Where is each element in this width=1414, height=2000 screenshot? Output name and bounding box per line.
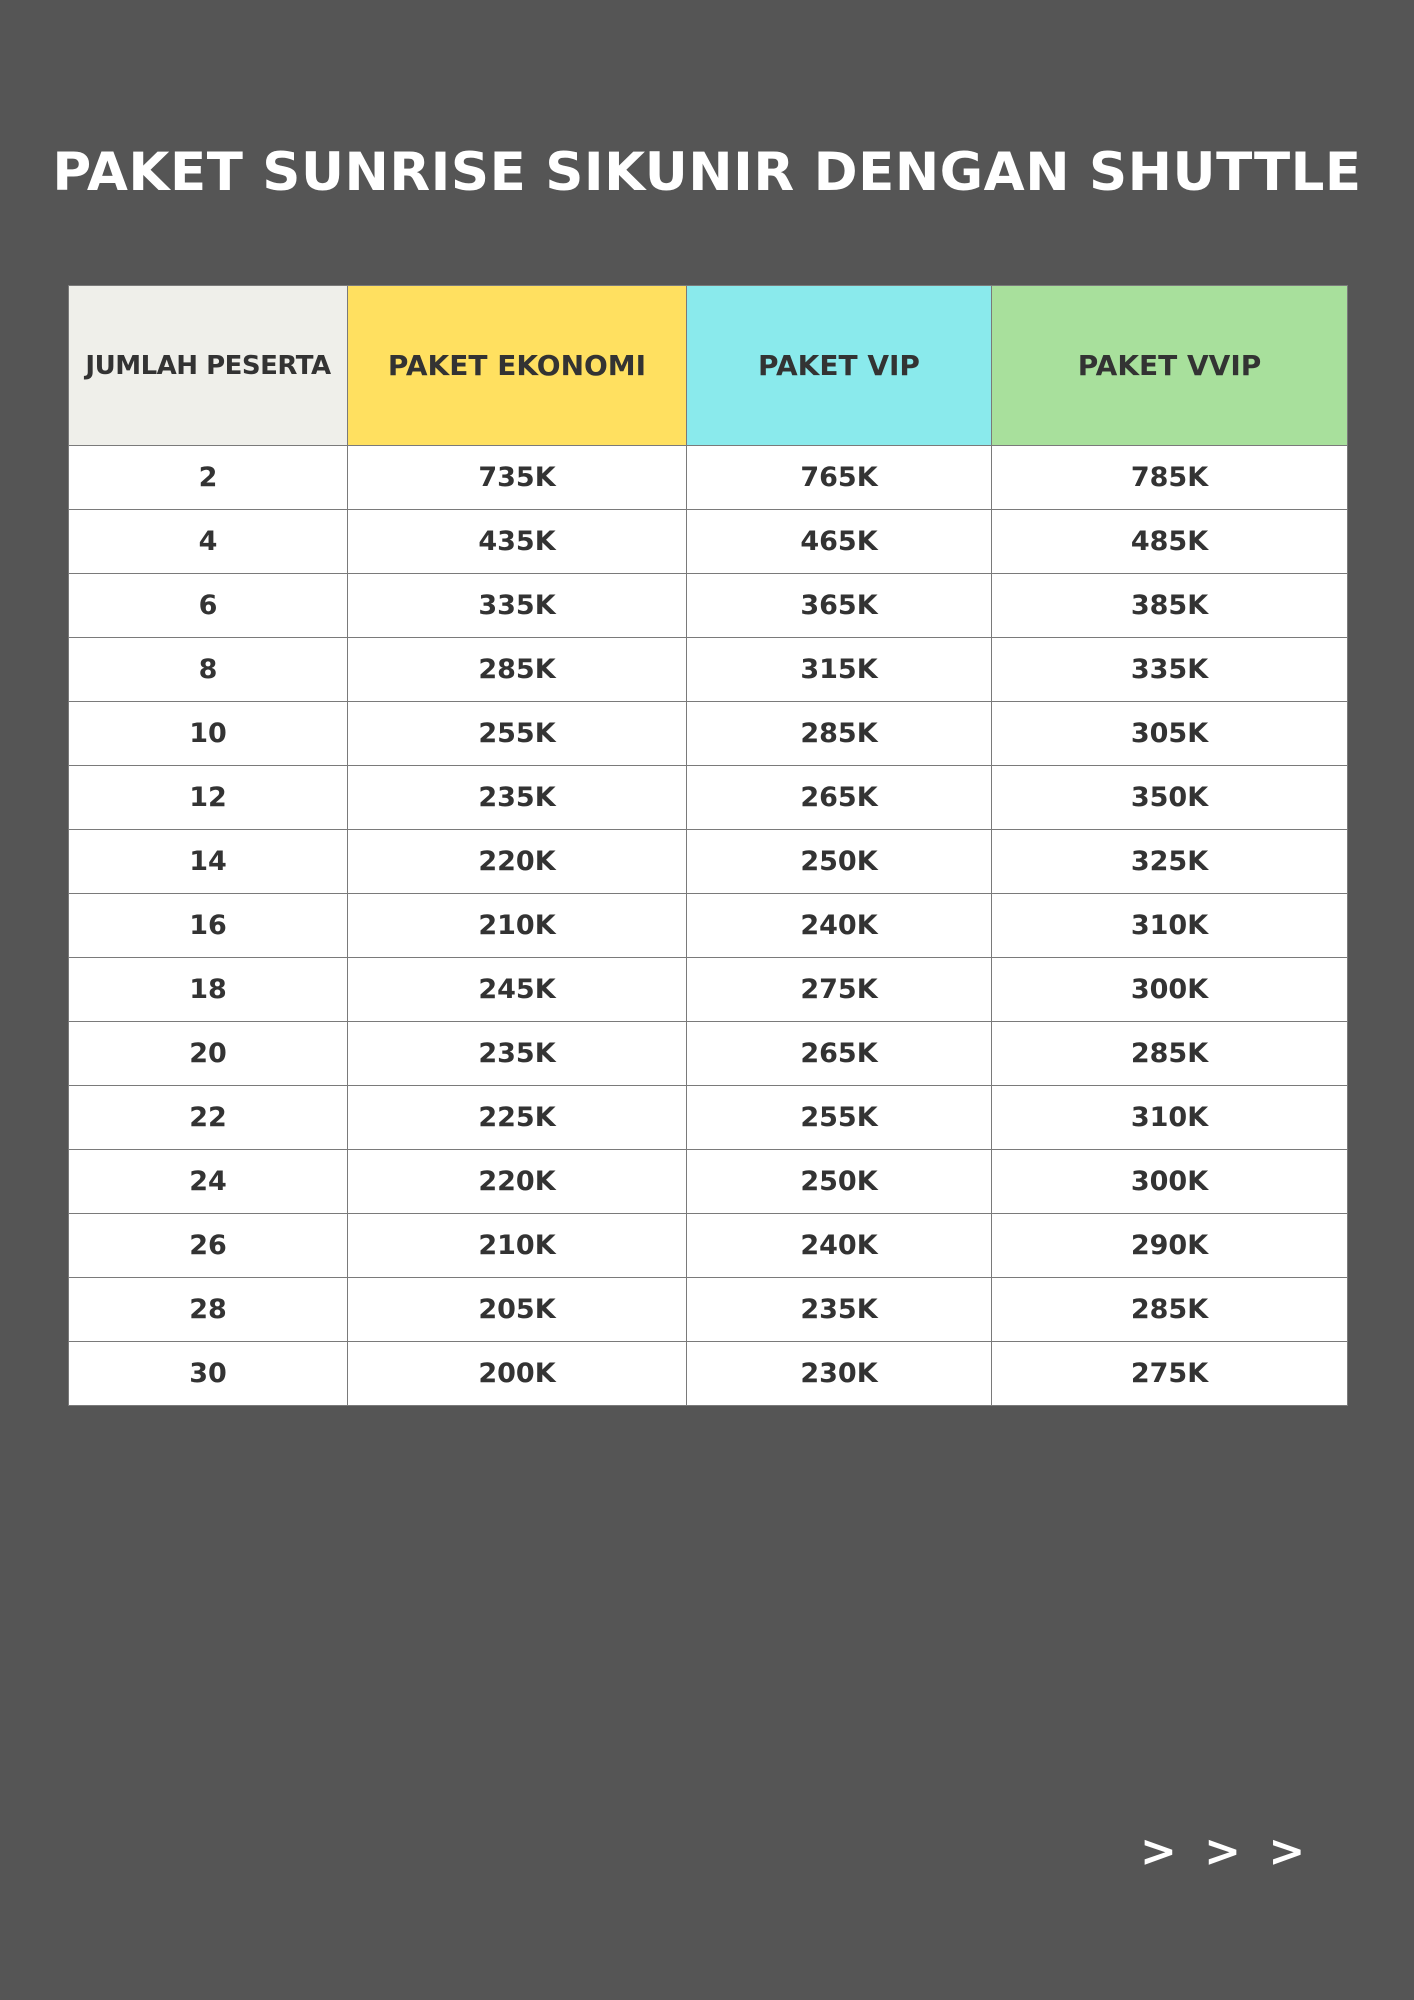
header-paket-vip: PAKET VIP [687, 286, 992, 446]
cell-paket-vip: 465K [687, 510, 992, 574]
cell-paket-vip: 315K [687, 638, 992, 702]
cell-paket-ekonomi: 285K [348, 638, 687, 702]
cell-paket-vip: 250K [687, 830, 992, 894]
cell-paket-ekonomi: 210K [348, 894, 687, 958]
cell-jumlah-peserta: 8 [69, 638, 348, 702]
cell-paket-vvip: 285K [992, 1022, 1348, 1086]
cell-paket-ekonomi: 210K [348, 1214, 687, 1278]
cell-paket-vvip: 485K [992, 510, 1348, 574]
cell-paket-vip: 255K [687, 1086, 992, 1150]
table-row [69, 1022, 1348, 1086]
table-row [69, 1342, 1348, 1406]
cell-jumlah-peserta: 22 [69, 1086, 348, 1150]
cell-jumlah-peserta: 14 [69, 830, 348, 894]
cell-paket-ekonomi: 735K [348, 446, 687, 510]
cell-jumlah-peserta: 26 [69, 1214, 348, 1278]
table-row [69, 958, 1348, 1022]
cell-jumlah-peserta: 4 [69, 510, 348, 574]
table-body [69, 446, 1348, 1406]
cell-paket-ekonomi: 335K [348, 574, 687, 638]
cell-jumlah-peserta: 2 [69, 446, 348, 510]
header-paket-ekonomi: PAKET EKONOMI [348, 286, 687, 446]
cell-paket-vip: 240K [687, 1214, 992, 1278]
cell-paket-vvip: 290K [992, 1214, 1348, 1278]
cell-paket-vvip: 785K [992, 446, 1348, 510]
table-row [69, 446, 1348, 510]
cell-paket-vvip: 350K [992, 766, 1348, 830]
cell-paket-ekonomi: 255K [348, 702, 687, 766]
cell-paket-vip: 250K [687, 1150, 992, 1214]
page-title: PAKET SUNRISE SIKUNIR DENGAN SHUTTLE [52, 142, 1362, 203]
cell-paket-vvip: 300K [992, 1150, 1348, 1214]
table-row [69, 766, 1348, 830]
cell-paket-vip: 765K [687, 446, 992, 510]
cell-paket-vvip: 300K [992, 958, 1348, 1022]
table-row [69, 1086, 1348, 1150]
header-row [69, 286, 1348, 446]
table-row [69, 1214, 1348, 1278]
cell-paket-ekonomi: 235K [348, 1022, 687, 1086]
cell-jumlah-peserta: 16 [69, 894, 348, 958]
cell-paket-vip: 275K [687, 958, 992, 1022]
cell-paket-vip: 235K [687, 1278, 992, 1342]
cell-paket-vip: 285K [687, 702, 992, 766]
cell-paket-vvip: 275K [992, 1342, 1348, 1406]
price-table [68, 285, 1348, 1406]
cell-paket-ekonomi: 225K [348, 1086, 687, 1150]
cell-paket-vip: 265K [687, 766, 992, 830]
cell-paket-ekonomi: 205K [348, 1278, 687, 1342]
cell-jumlah-peserta: 20 [69, 1022, 348, 1086]
cell-paket-vvip: 335K [992, 638, 1348, 702]
cell-paket-ekonomi: 220K [348, 1150, 687, 1214]
cell-paket-ekonomi: 200K [348, 1342, 687, 1406]
cell-jumlah-peserta: 30 [69, 1342, 348, 1406]
cell-paket-vip: 240K [687, 894, 992, 958]
table-row [69, 830, 1348, 894]
cell-paket-vvip: 385K [992, 574, 1348, 638]
table-row [69, 1278, 1348, 1342]
cell-paket-vvip: 310K [992, 1086, 1348, 1150]
cell-jumlah-peserta: 6 [69, 574, 348, 638]
cell-paket-vvip: 325K [992, 830, 1348, 894]
cell-paket-vip: 230K [687, 1342, 992, 1406]
cell-jumlah-peserta: 10 [69, 702, 348, 766]
header-paket-vvip: PAKET VVIP [992, 286, 1348, 446]
cell-paket-ekonomi: 235K [348, 766, 687, 830]
cell-paket-vvip: 285K [992, 1278, 1348, 1342]
cell-paket-ekonomi: 220K [348, 830, 687, 894]
cell-paket-vip: 265K [687, 1022, 992, 1086]
cell-jumlah-peserta: 24 [69, 1150, 348, 1214]
cell-paket-ekonomi: 245K [348, 958, 687, 1022]
cell-paket-ekonomi: 435K [348, 510, 687, 574]
table-row [69, 702, 1348, 766]
cell-jumlah-peserta: 28 [69, 1278, 348, 1342]
cell-jumlah-peserta: 18 [69, 958, 348, 1022]
table-row [69, 894, 1348, 958]
cell-paket-vvip: 310K [992, 894, 1348, 958]
cell-paket-vip: 365K [687, 574, 992, 638]
next-page-arrows[interactable]: > > > [1140, 1826, 1312, 1877]
header-jumlah-peserta: JUMLAH PESERTA [69, 286, 348, 446]
table-row [69, 510, 1348, 574]
table-row [69, 574, 1348, 638]
cell-jumlah-peserta: 12 [69, 766, 348, 830]
cell-paket-vvip: 305K [992, 702, 1348, 766]
table-row [69, 1150, 1348, 1214]
table-row [69, 638, 1348, 702]
